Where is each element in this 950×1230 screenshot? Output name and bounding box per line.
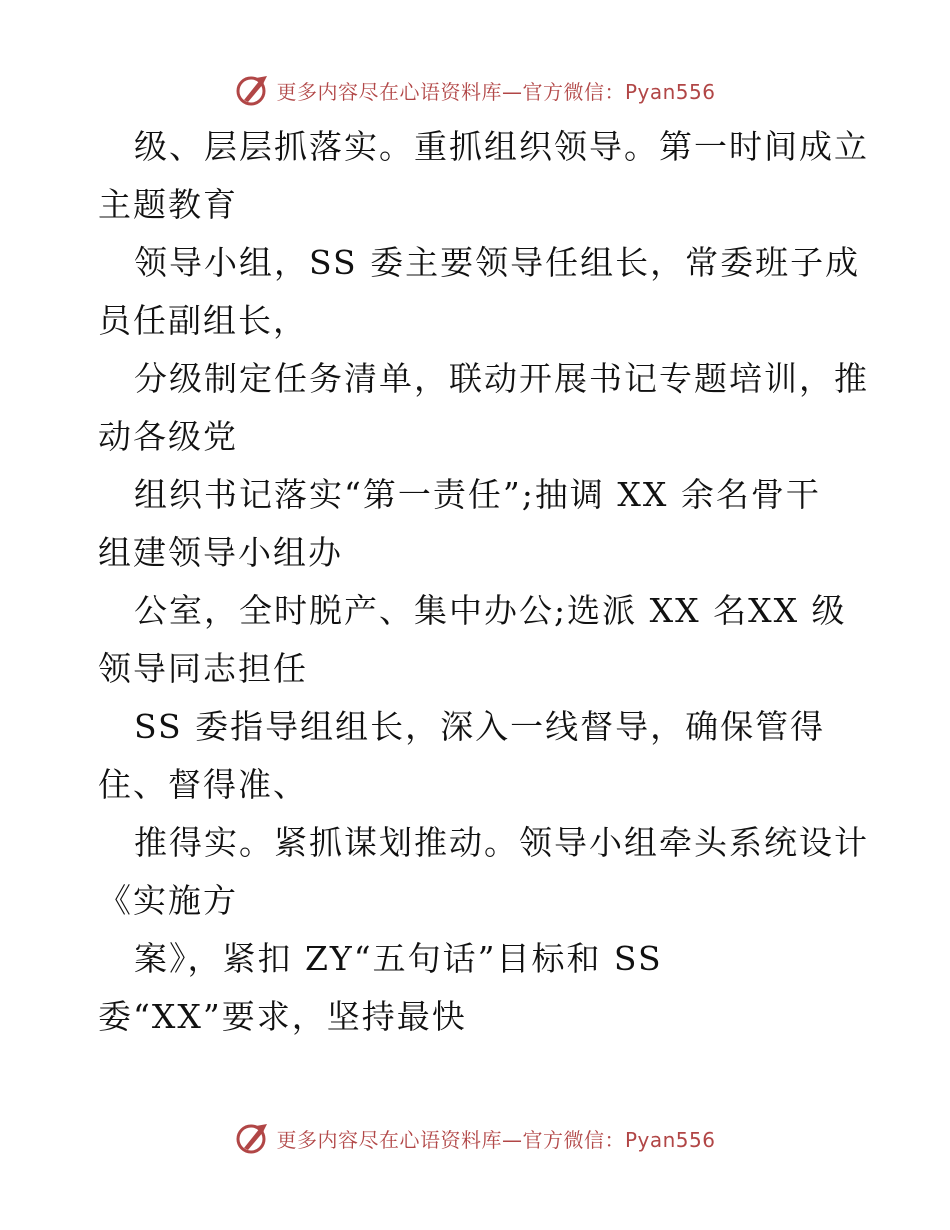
footer-watermark	[0, 1118, 950, 1158]
paragraph-line: 推得实。紧抓谋划推动。领导小组牵头系统设计	[134, 823, 869, 862]
paragraph-3	[98, 350, 868, 466]
paragraph-line: 《实施方	[98, 881, 238, 920]
paragraph-line: 主题教育	[98, 185, 238, 224]
paragraph-line: 委“XX”要求，坚持最快	[98, 997, 467, 1036]
paragraph-8	[98, 930, 868, 1046]
paragraph-line: 公室，全时脱产、集中办公;选派 XX 名XX 级	[134, 591, 847, 630]
paragraph-line: 组建领导小组办	[98, 533, 343, 572]
paragraph-line: 级、层层抓落实。重抓组织领导。第一时间成立	[134, 127, 869, 166]
paragraph-line: 案》，紧扣 ZY“五句话”目标和 SS	[134, 939, 663, 978]
watermark-text: 更多内容尽在心语资料库—官方微信：Pyan556	[276, 79, 716, 104]
paragraph-5	[98, 582, 868, 698]
quill-logo-icon	[234, 72, 270, 108]
paragraph-line: 员任副组长，	[98, 301, 308, 340]
quill-logo-icon	[234, 1120, 270, 1156]
paragraph-4	[98, 466, 868, 582]
header-watermark	[0, 70, 950, 110]
paragraph-7	[98, 814, 868, 930]
paragraph-2	[98, 234, 868, 350]
paragraph-line: 领导同志担任	[98, 649, 308, 688]
paragraph-line: SS 委指导组组长，深入一线督导，确保管得	[134, 707, 826, 746]
paragraph-1	[98, 118, 868, 234]
watermark-text: 更多内容尽在心语资料库—官方微信：Pyan556	[276, 1127, 716, 1152]
paragraph-line: 分级制定任务清单，联动开展书记专题培训，推	[134, 359, 869, 398]
paragraph-line: 领导小组，SS 委主要领导任组长，常委班子成	[134, 243, 861, 282]
paragraph-line: 动各级党	[98, 417, 238, 456]
paragraph-line: 住、督得准、	[98, 765, 308, 804]
document-body	[98, 118, 868, 1046]
paragraph-6	[98, 698, 868, 814]
paragraph-line: 组织书记落实“第一责任”;抽调 XX 余名骨干	[134, 475, 821, 514]
